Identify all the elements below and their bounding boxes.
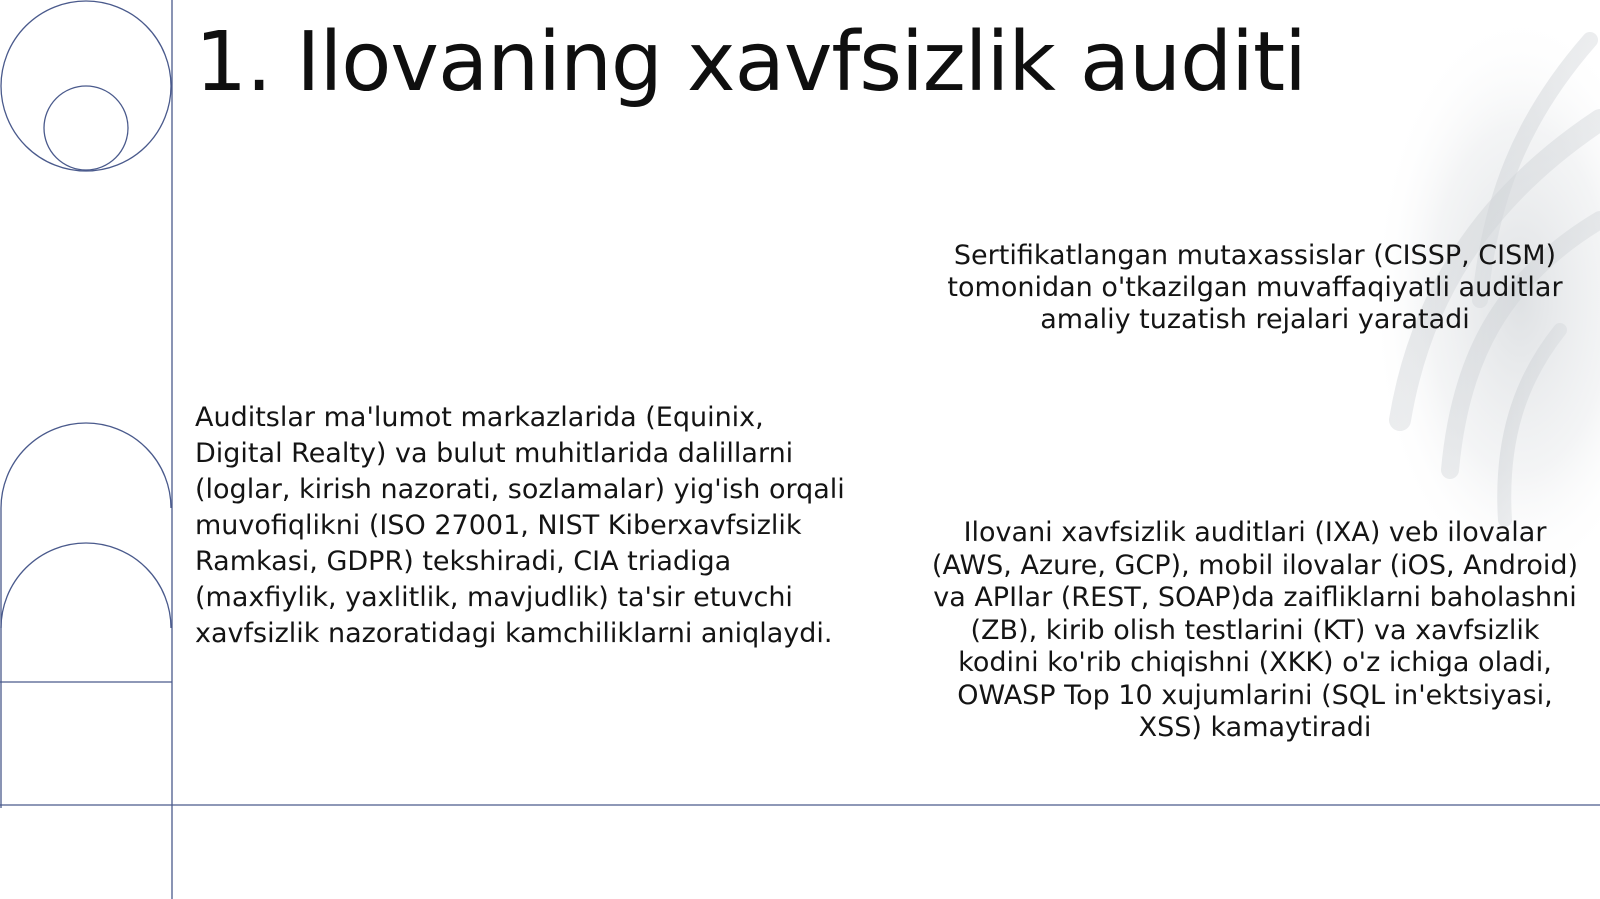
right-bottom-text-block: Ilovani xavfsizlik auditlari (IXA) veb ilovalar (AWS, Azure, GCP), mobil ilovalar (iOS, Android) va APIlar (REST, SOAP)da zaifliklarni baholashni (ZB), kirib olish testlarini (KT) va xavfsizlik kodini ko'rib chiqishni (XKK) o'z ichiga oladi, OWASP Top 10 xujumlarini (SQL in'ektsiyasi, XSS) kamaytiradi <box>931 517 1579 743</box>
small-circle-shape <box>44 86 128 170</box>
right-top-text-block: Sertifikatlangan mutaxassislar (CISSP, CISM) tomonidan o'tkazilgan muvaffaqiyatli auditlar amaliy tuzatish rejalari yaratadi <box>947 240 1563 335</box>
left-text-block: Auditslar ma'lumot markazlarida (Equinix, Digital Realty) va bulut muhitlarida dalillarni (loglar, kirish nazorati, sozlamalar) yig'ish orqali muvofiqlikni (ISO 27001, NIST Kiberxavfsizlik Ramkasi, GDPR) tekshiradi, CIA triadiga (maxfiylik, yaxlitlik, mavjudlik) ta'sir etuvchi xavfsizlik nazoratidagi kamchiliklarni aniqlaydi. <box>195 402 845 649</box>
upper-arch-shape <box>1 423 171 508</box>
lower-arch-shape <box>1 543 171 628</box>
slide-title: 1. Ilovaning xavfsizlik auditi <box>195 15 1306 110</box>
